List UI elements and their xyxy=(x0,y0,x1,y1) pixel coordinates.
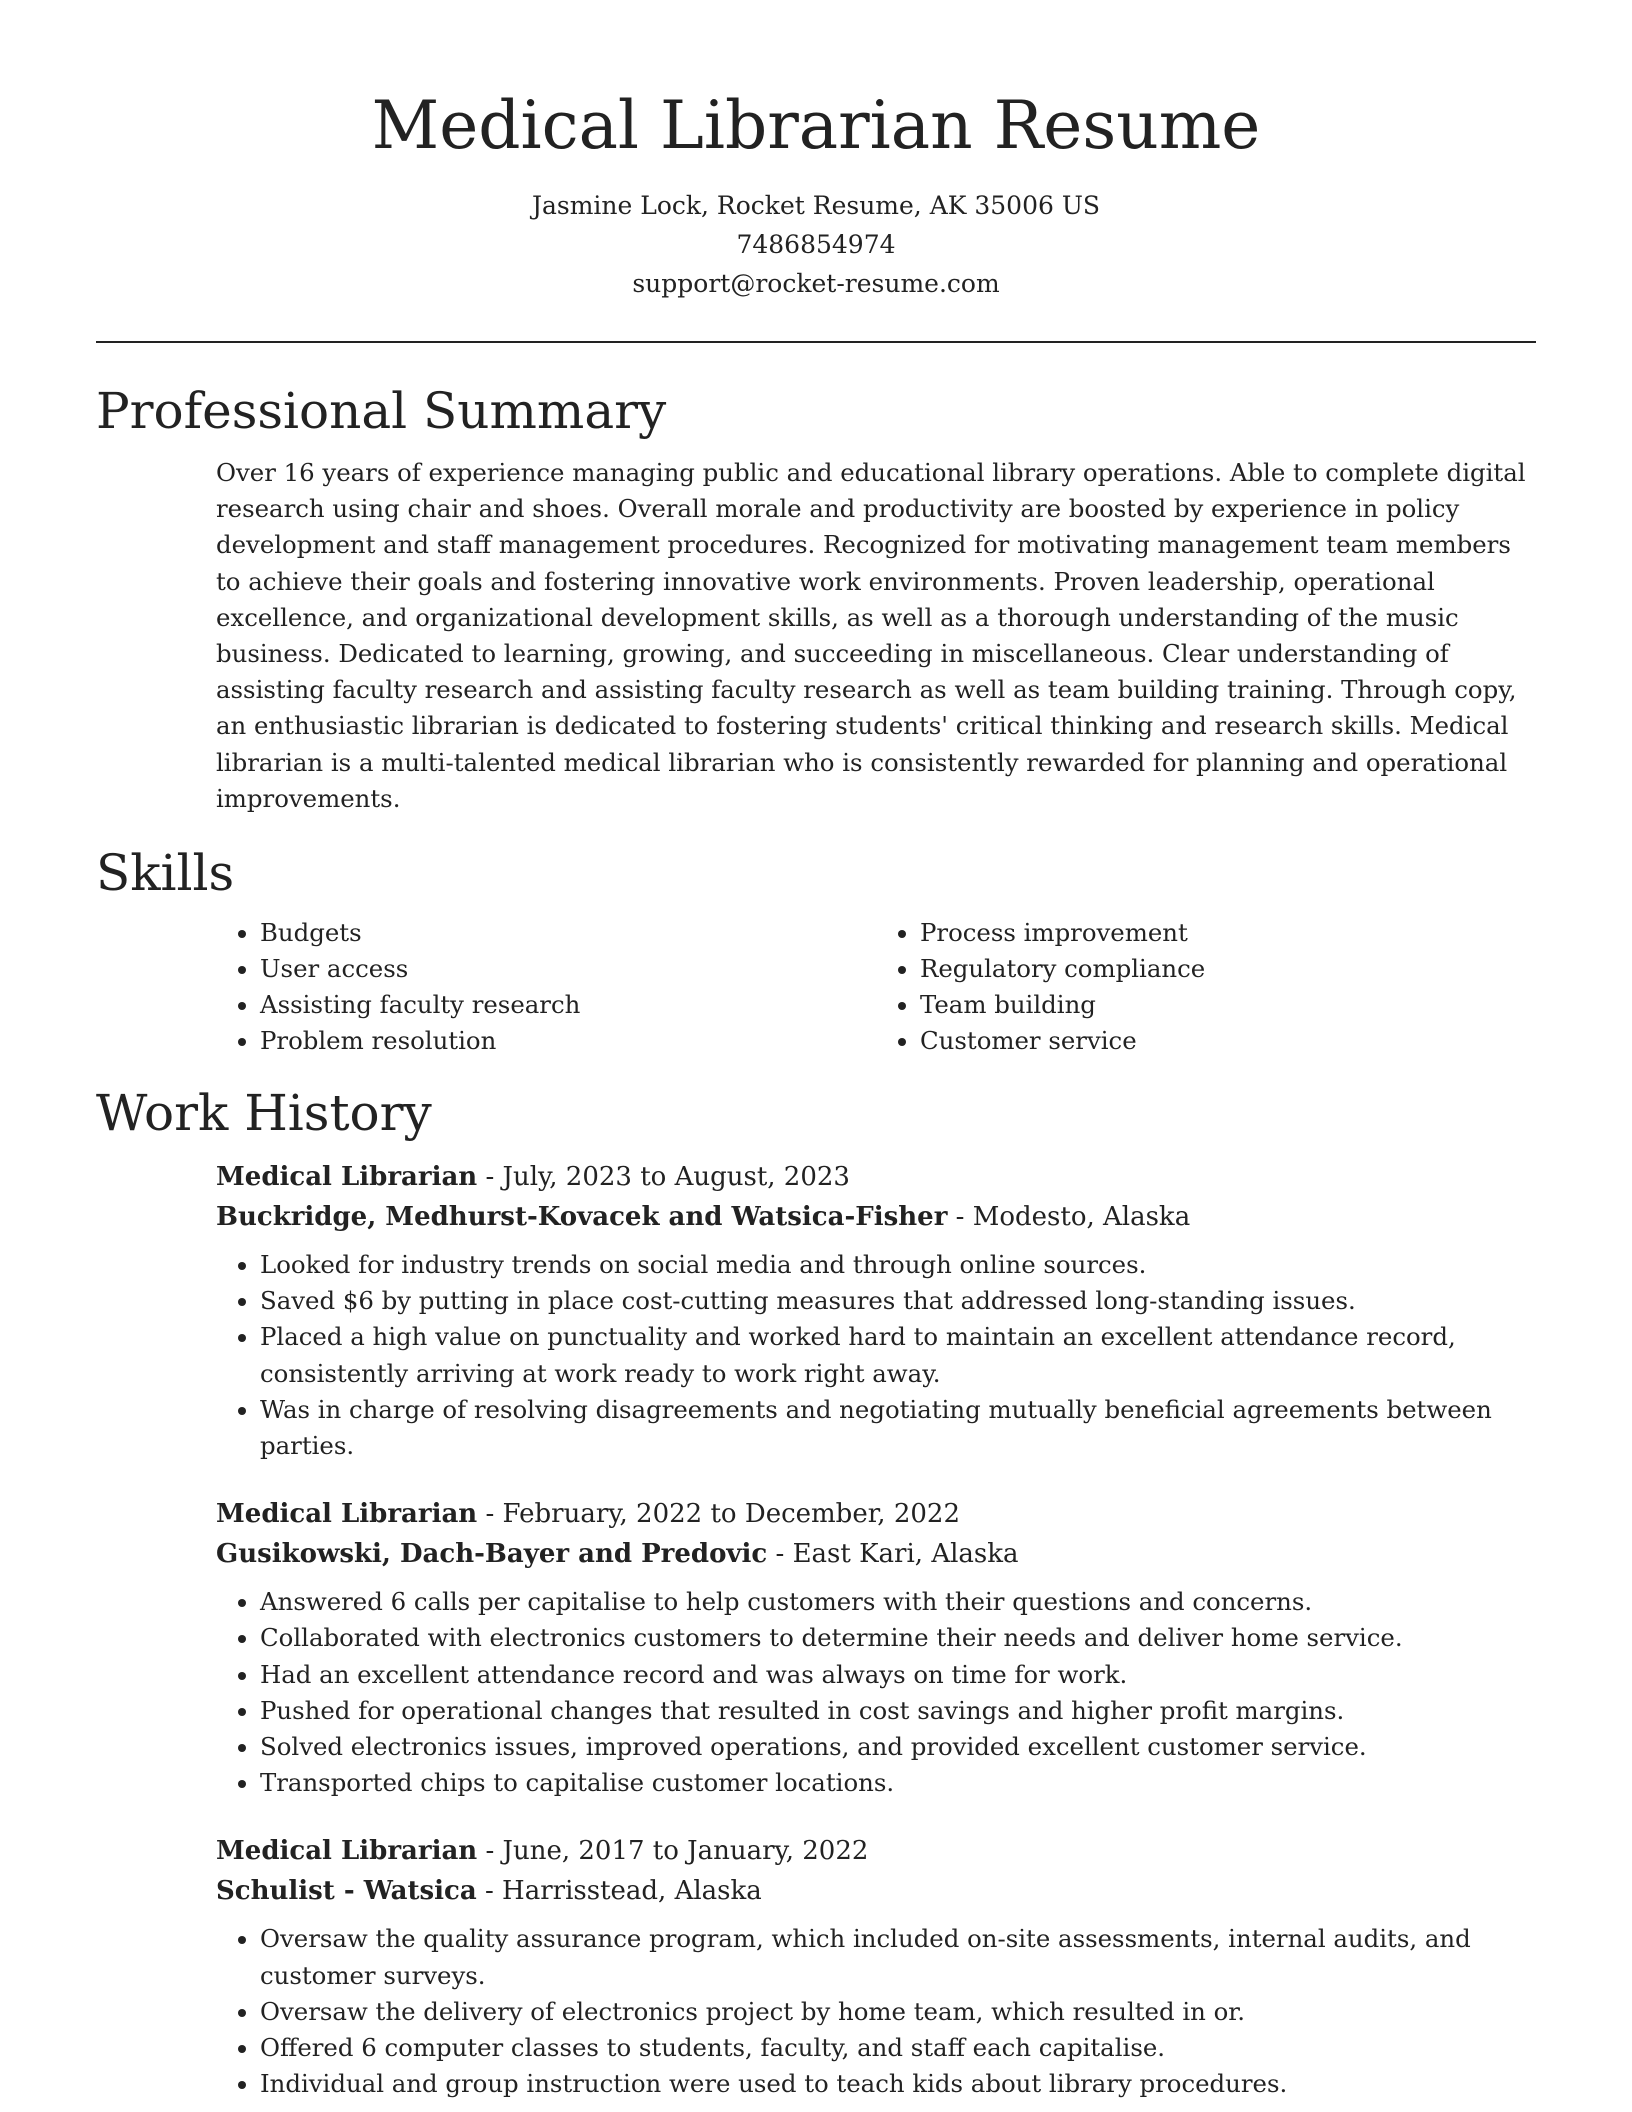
contact-address: Jasmine Lock, Rocket Resume, AK 35006 US xyxy=(531,191,1101,220)
job-bullet: • Transported chips to capitalise customer locations. xyxy=(260,1765,1536,1801)
skill-item: • Problem resolution xyxy=(260,1023,876,1059)
header-divider xyxy=(96,341,1536,343)
resume-header xyxy=(0,0,1632,303)
contact-phone: 7486854974 xyxy=(736,230,896,259)
job-dates: February, 2022 to December, 2022 xyxy=(502,1499,960,1530)
skill-item: • Process improvement xyxy=(920,915,1536,951)
job-company: Gusikowski, Dach-Bayer and Predovic xyxy=(216,1539,768,1570)
job-bullet: • Had an excellent attendance record and was always on time for work. xyxy=(260,1657,1536,1693)
job-bullet: • Oversaw the delivery of electronics project by home team, which resulted in or. xyxy=(260,1994,1536,2030)
summary-heading: Professional Summary xyxy=(96,382,667,440)
skills-column-left xyxy=(216,915,876,1059)
job-dates: June, 2017 to January, 2022 xyxy=(502,1836,869,1867)
job-bullet: • Saved $6 by putting in place cost-cutting measures that addressed long-standing issues. xyxy=(260,1283,1536,1319)
skills-list xyxy=(216,915,1536,1059)
job-bullets xyxy=(216,1247,1536,1464)
skill-item: • Budgets xyxy=(260,915,876,951)
job-title: Medical Librarian xyxy=(216,1836,478,1867)
job-location: Harrisstead, Alaska xyxy=(502,1876,762,1907)
skills-heading: Skills xyxy=(96,844,235,903)
job-title-line: Medical Librarian - July, 2023 to August, 2023 xyxy=(216,1162,850,1193)
summary-text: Over 16 years of experience managing public and educational library operations. Able to complete digital research using chair and shoes. Overall morale and productivity are boosted by experience in policy development and staff management procedures. Recognized for motivating management team members to achieve their goals and fostering innovative work environments. Proven leadership, operational excellence, and organizational development skills, as well as a thorough understanding of the music business. Dedicated to learning, growing, and succeeding in miscellaneous. Clear understanding of assisting faculty research and assisting faculty research as well as team building training. Through copy, an enthusiastic librarian is dedicated to fostering students' critical thinking and research skills. Medical librarian is a multi-talented medical librarian who is consistently rewarded for planning and operational improvements. xyxy=(216,458,1526,813)
job-bullet: • Individual and group instruction were used to teach kids about library procedures. xyxy=(260,2066,1536,2102)
job-bullets xyxy=(216,1584,1536,1801)
job-title: Medical Librarian xyxy=(216,1162,478,1193)
job-title-line: Medical Librarian - February, 2022 to December, 2022 xyxy=(216,1499,960,1530)
job-title-line: Medical Librarian - June, 2017 to January, 2022 xyxy=(216,1836,869,1867)
job-bullet: • Solved electronics issues, improved operations, and provided excellent customer service. xyxy=(260,1729,1536,1765)
job-company: Schulist - Watsica xyxy=(216,1876,477,1907)
job-bullet: • Placed a high value on punctuality and worked hard to maintain an excellent attendance record, consistently arriving at work ready to work right away. xyxy=(260,1319,1536,1391)
job-company: Buckridge, Medhurst-Kovacek and Watsica-Fisher xyxy=(216,1202,948,1233)
job-location: Modesto, Alaska xyxy=(972,1202,1191,1233)
contact-email: support@rocket-resume.com xyxy=(632,269,1000,298)
contact-block xyxy=(0,186,1632,303)
job-bullet: • Answered 6 calls per capitalise to help customers with their questions and concerns. xyxy=(260,1584,1536,1620)
job-bullet: • Was in charge of resolving disagreements and negotiating mutually beneficial agreements between parties. xyxy=(260,1392,1536,1464)
skill-item: • Regulatory compliance xyxy=(920,951,1536,987)
job-entry xyxy=(216,1157,1536,1464)
work-history-heading: Work History xyxy=(96,1084,432,1143)
skill-item: • User access xyxy=(260,951,876,987)
skill-item: • Team building xyxy=(920,987,1536,1023)
skills-column-right xyxy=(876,915,1536,1059)
skill-item: • Customer service xyxy=(920,1023,1536,1059)
job-entry xyxy=(216,1494,1536,1801)
job-title: Medical Librarian xyxy=(216,1499,478,1530)
job-entry xyxy=(216,1831,1536,2102)
resume-title: Medical Librarian Resume xyxy=(371,87,1261,164)
job-bullet: • Collaborated with electronics customers to determine their needs and deliver home service. xyxy=(260,1620,1536,1656)
job-company-line: Gusikowski, Dach-Bayer and Predovic - East Kari, Alaska xyxy=(216,1539,1019,1570)
job-dates: July, 2023 to August, 2023 xyxy=(502,1162,850,1193)
job-bullets xyxy=(216,1921,1536,2102)
job-bullet: • Looked for industry trends on social media and through online sources. xyxy=(260,1247,1536,1283)
skill-item: • Assisting faculty research xyxy=(260,987,876,1023)
job-bullet: • Pushed for operational changes that resulted in cost savings and higher profit margins. xyxy=(260,1693,1536,1729)
job-bullet: • Offered 6 computer classes to students, faculty, and staff each capitalise. xyxy=(260,2030,1536,2066)
job-company-line: Schulist - Watsica - Harrisstead, Alaska xyxy=(216,1876,762,1907)
job-company-line: Buckridge, Medhurst-Kovacek and Watsica-Fisher - Modesto, Alaska xyxy=(216,1202,1191,1233)
job-bullet: • Oversaw the quality assurance program, which included on-site assessments, internal audits, and customer surveys. xyxy=(260,1921,1536,1993)
job-location: East Kari, Alaska xyxy=(792,1539,1019,1570)
